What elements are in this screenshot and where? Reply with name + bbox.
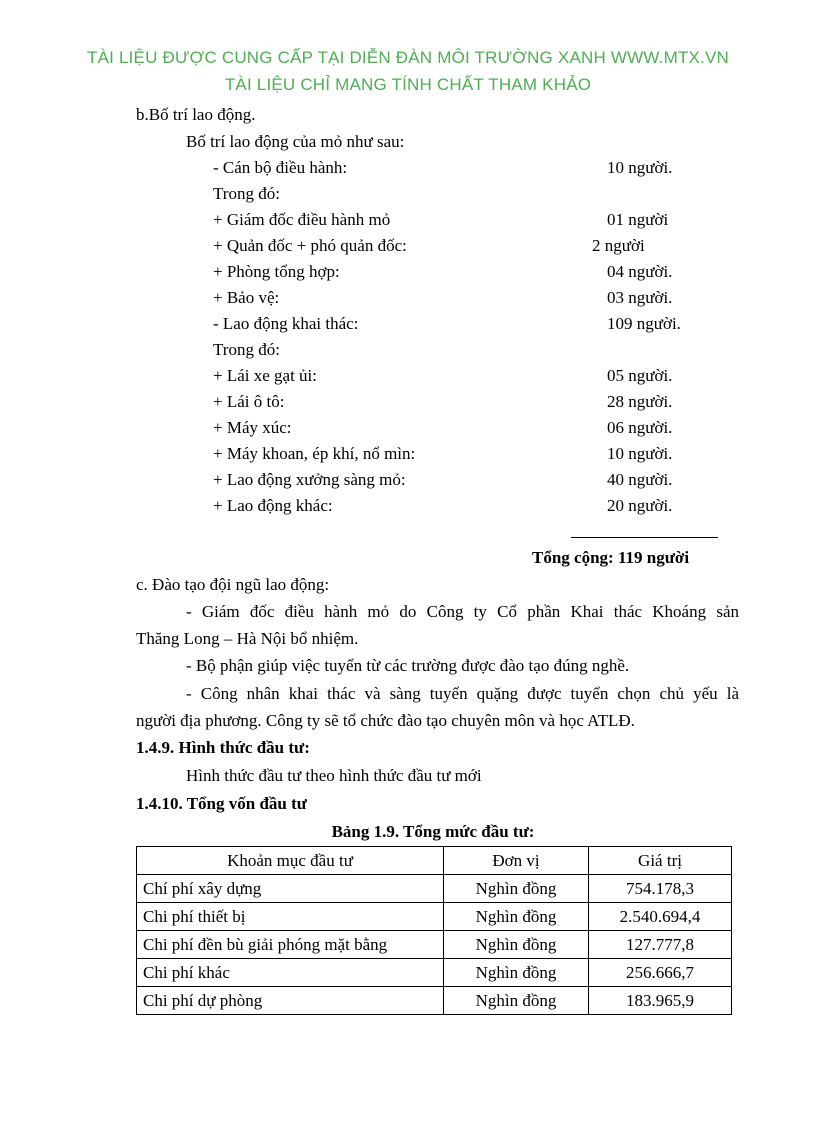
labor-item-value: 10 người.: [607, 158, 673, 177]
section-c-para2: - Bộ phận giúp việc tuyển từ các trường được đào tạo đúng nghề.: [186, 656, 630, 675]
labor-item-label: Trong đó:: [213, 184, 280, 203]
watermark-line-1: TÀI LIỆU ĐƯỢC CUNG CẤP TẠI DIỄN ĐÀN MÔI TRƯỜNG XANH WWW.MTX.VN: [86, 48, 730, 67]
labor-item-label: Trong đó:: [213, 340, 280, 359]
table-cell: Nghìn đồng: [444, 987, 589, 1015]
labor-item-label: - Lao động khai thác:: [213, 314, 359, 333]
section-b-intro: Bố trí lao động của mỏ như sau:: [186, 132, 405, 151]
section-c-para1-line1: - Giám đốc điều hành mỏ do Công ty Cổ phần Khai thác Khoáng sản: [186, 602, 739, 621]
labor-item-value: 03 người.: [607, 288, 673, 307]
table-row: [137, 959, 732, 987]
labor-item-label: + Lái xe gạt ủi:: [213, 366, 318, 385]
labor-item-label: + Lao động khác:: [213, 496, 333, 515]
labor-item-label: + Lái ô tô:: [213, 392, 285, 411]
table-cell: Chi phí khác: [137, 959, 444, 987]
section-c-para3-line1: - Công nhân khai thác và sàng tuyển quặng được tuyển chọn chủ yếu là: [186, 684, 739, 703]
section-c-para1-line2: Thăng Long – Hà Nội bổ nhiệm.: [136, 629, 359, 648]
labor-item-value: 2 người: [592, 236, 645, 255]
labor-item-value: 01 người: [607, 210, 669, 229]
section-c-heading: c. Đào tạo đội ngũ lao động:: [136, 575, 330, 594]
labor-item-label: + Máy xúc:: [213, 418, 292, 437]
table-cell: Nghìn đồng: [444, 931, 589, 959]
labor-item-value: 40 người.: [607, 470, 673, 489]
table-header-row: [137, 847, 732, 875]
labor-item-label: + Phòng tổng hợp:: [213, 262, 340, 281]
table-cell: 183.965,9: [589, 987, 732, 1015]
table-cell: 256.666,7: [589, 959, 732, 987]
table-cell: 754.178,3: [589, 875, 732, 903]
column-header: Đơn vị: [444, 847, 589, 875]
labor-item-value: 28 người.: [607, 392, 673, 411]
labor-total: Tổng cộng: 119 người: [532, 548, 690, 567]
labor-item-label: - Cán bộ điều hành:: [213, 158, 348, 177]
table-cell: Nghìn đồng: [444, 903, 589, 931]
table-row: [137, 987, 732, 1015]
labor-item-value: 06 người.: [607, 418, 673, 437]
table-cell: Chi phí thiết bị: [137, 903, 444, 931]
labor-item-label: + Lao động xưởng sàng mỏ:: [213, 470, 406, 489]
table-row: [137, 875, 732, 903]
section-149-text: Hình thức đầu tư theo hình thức đầu tư mới: [186, 766, 482, 785]
labor-item-label: + Giám đốc điều hành mỏ: [213, 210, 391, 229]
table-cell: 2.540.694,4: [589, 903, 732, 931]
table-cell: Chi phí đền bù giải phóng mặt bằng: [137, 931, 444, 959]
labor-item-value: 20 người.: [607, 496, 673, 515]
section-149-heading: 1.4.9. Hình thức đầu tư:: [136, 738, 310, 757]
labor-item-label: + Máy khoan, ép khí, nổ mìn:: [213, 444, 416, 463]
table-cell: Nghìn đồng: [444, 875, 589, 903]
table-caption: Bảng 1.9. Tổng mức đầu tư:: [331, 822, 535, 841]
labor-item-value: 04 người.: [607, 262, 673, 281]
labor-item-label: + Quản đốc + phó quản đốc:: [213, 236, 407, 255]
table-row: [137, 931, 732, 959]
section-b-heading: b.Bố trí lao động.: [136, 105, 256, 124]
labor-item-label: + Bảo vệ:: [213, 288, 280, 307]
watermark-line-2: TÀI LIỆU CHỈ MANG TÍNH CHẤT THAM KHẢO: [224, 75, 592, 94]
section-1410-heading: 1.4.10. Tổng vốn đầu tư: [136, 794, 307, 813]
table-cell: Chi phí dự phòng: [137, 987, 444, 1015]
column-header: Khoản mục đầu tư: [137, 847, 444, 875]
labor-item-value: 109 người.: [607, 314, 681, 333]
table-cell: Nghìn đồng: [444, 959, 589, 987]
table-row: [137, 903, 732, 931]
table-cell: Chí phí xây dựng: [137, 875, 444, 903]
labor-item-value: 10 người.: [607, 444, 673, 463]
labor-item-value: 05 người.: [607, 366, 673, 385]
table-cell: 127.777,8: [589, 931, 732, 959]
section-c-para3-line2: người địa phương. Công ty sẽ tổ chức đào tạo chuyên môn và học ATLĐ.: [136, 711, 635, 730]
total-divider: [571, 537, 718, 538]
investment-table: [136, 846, 732, 1015]
column-header: Giá trị: [589, 847, 732, 875]
